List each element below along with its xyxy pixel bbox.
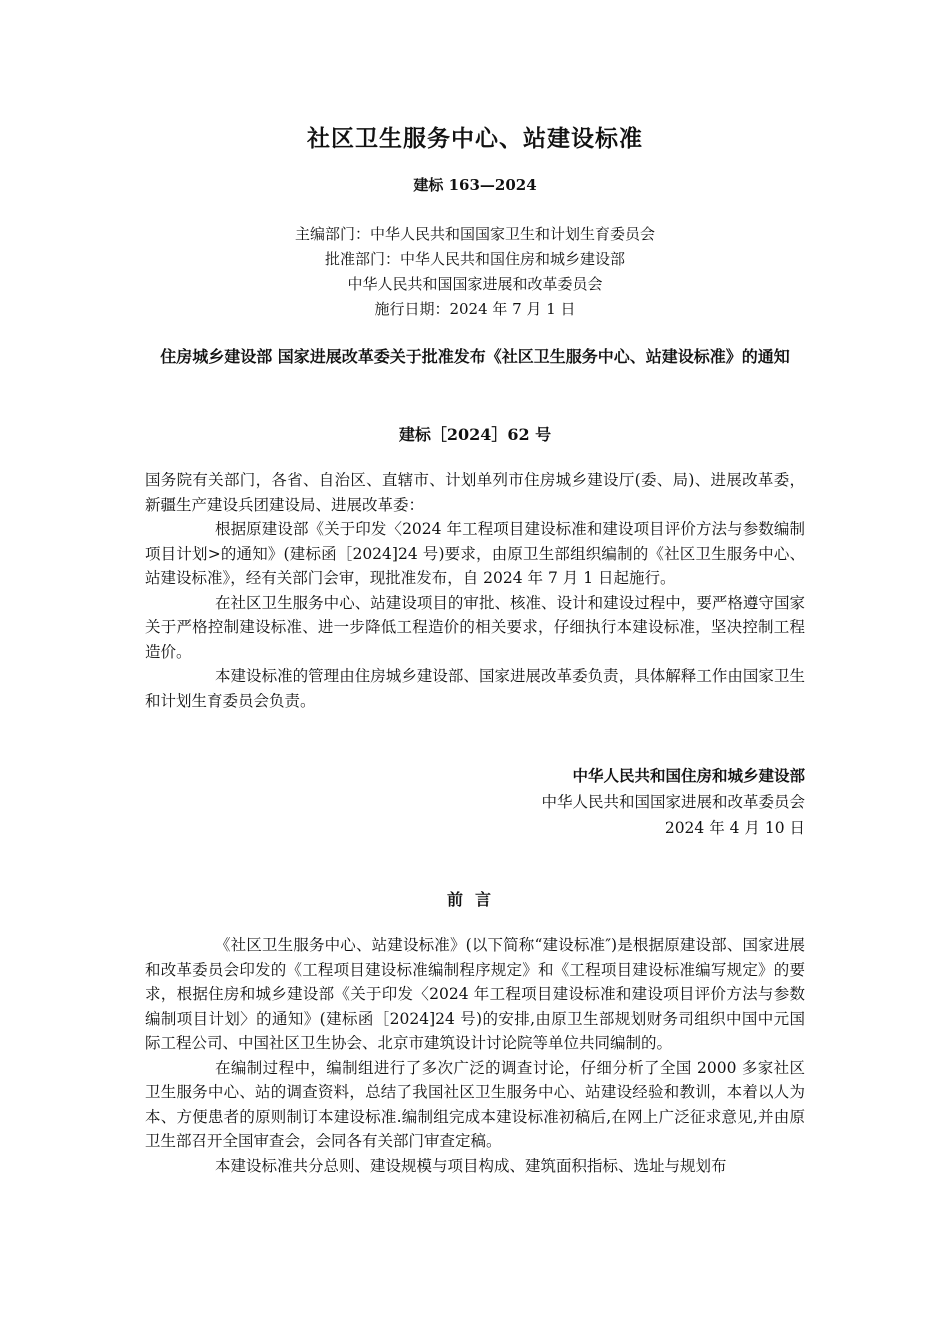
notice-paragraph: 本建设标准的管理由住房城乡建设部、国家进展改革委负责，具体解释工作由国家卫生和计划生育委员会负责。 [145, 667, 805, 710]
notice-paragraph: 根据原建设部《关于印发〈2024 年工程项目建设标准和建设项目评价方法与参数编制项目计划>的通知》(建标函［2024]24 号)要求，由原卫生部组织编制的《社区卫生服务中心、站建设标准》，经有关部门会审，现批准发布，自 2024 年 7 月 1 日起施行。 [145, 520, 805, 587]
preface-title: 前言 [446, 890, 503, 909]
signature-commission: 中华人民共和国国家进展和改革委员会 [541, 793, 805, 811]
editor-department: 主编部门：中华人民共和国国家卫生和计划生育委员会 [294, 225, 655, 243]
notice-title: 住房城乡建设部 国家进展改革委关于批准发布《社区卫生服务中心、站建设标准》的通知 [160, 347, 790, 366]
signature-date: 2024 年 4 月 10 日 [664, 819, 805, 837]
approval-department: 批准部门：中华人民共和国住房和城乡建设部 [324, 250, 625, 268]
preface-paragraph: 《社区卫生服务中心、站建设标准》(以下简称“建设标准″)是根据原建设部、国家进展和改革委员会印发的《工程项目建设标准编制程序规定》和《工程项目建设标准编写规定》的要求，根据住房和城乡建设部《关于印发〈2024 年工程项目建设标准和建设项目评价方法与参数编制项目计划〉的通知》(建标函［2024]24 号)的安排,由原卫生部规划财务司组织中国中元国际工程公司、中国社区卫生协会、北京市建筑设计讨论院等单位共同编制的。 [145, 936, 805, 1052]
document-title: 社区卫生服务中心、站建设标准 [307, 126, 643, 152]
notice-addressee: 国务院有关部门，各省、自治区、直辖市、计划单列市住房城乡建设厅(委、局)、进展改革委，新疆生产建设兵团建设局、进展改革委： [145, 471, 805, 514]
preface-paragraph: 在编制过程中，编制组进行了多次广泛的调查讨论，仔细分析了全国 2000 多家社区卫生服务中心、站的调查资料，总结了我国社区卫生服务中心、站建设经验和教训，本着以人为本、方便患者的原则制订本建设标准.编制组完成本建设标准初稿后,在网上广泛征求意见,并由原卫生部召开全国审查会，会同各有关部门审查定稿。 [145, 1058, 805, 1150]
effective-date: 施行日期：2024 年 7 月 1 日 [374, 300, 576, 318]
notice-paragraph: 在社区卫生服务中心、站建设项目的审批、核准、设计和建设过程中，要严格遵守国家关于严格控制建设标准、进一步降低工程造价的相关要求，仔细执行本建设标准，坚决控制工程造价。 [145, 593, 805, 661]
standard-code: 建标 163—2024 [413, 176, 537, 194]
approval-department-2: 中华人民共和国国家进展和改革委员会 [347, 275, 603, 293]
preface-paragraph: 本建设标准共分总则、建设规模与项目构成、建筑面积指标、选址与规划布 [215, 1156, 727, 1175]
signature-ministry: 中华人民共和国住房和城乡建设部 [572, 767, 805, 785]
preface-body [145, 933, 805, 1178]
notice-number: 建标［2024］62 号 [398, 425, 552, 444]
notice-body [145, 468, 805, 713]
